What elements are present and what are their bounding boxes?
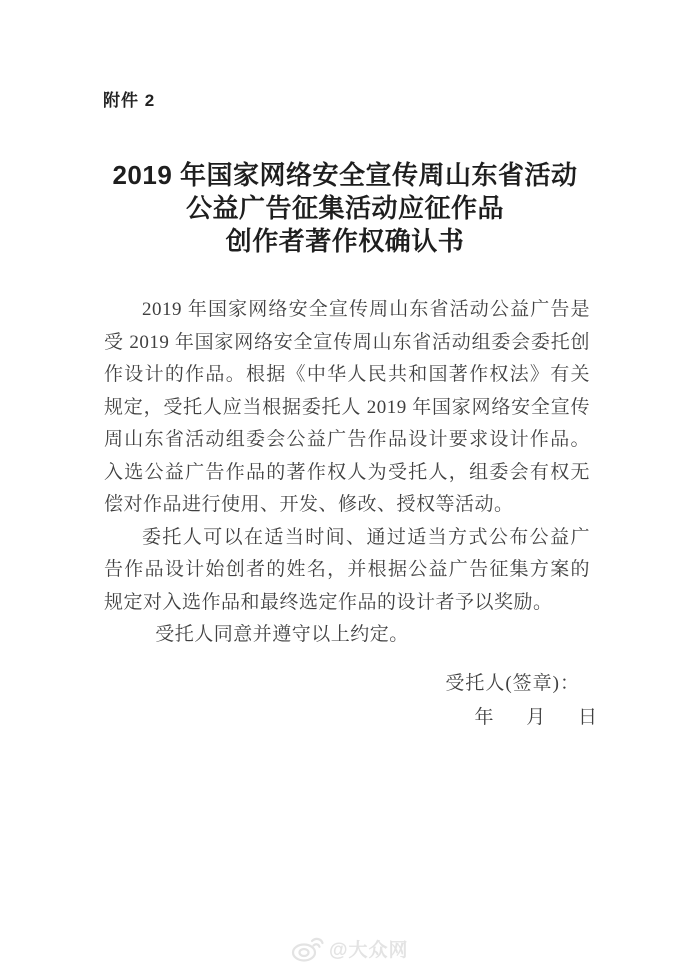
title-line-2: 公益广告征集活动应征作品 — [185, 193, 504, 223]
title-line-1: 2019 年国家网络安全宣传周山东省活动 — [112, 160, 578, 190]
watermark — [291, 934, 409, 962]
body-paragraph-3: 受托人同意并遵守以上约定。 — [155, 624, 409, 645]
body-paragraph-2: 委托人可以在适当时间、通过适当方式公布公益广告作品设计始创者的姓名，并根据公益广告征集方案的规定对入选作品和最终选定作品的设计者予以奖励。 — [104, 526, 590, 613]
watermark-text: @大众网 — [329, 939, 409, 961]
signature-label: 受托人(签章)： — [445, 673, 580, 694]
weibo-icon — [291, 934, 325, 962]
attachment-label: 附件 2 — [103, 91, 156, 110]
document-title — [0, 159, 690, 258]
body-paragraph-1: 2019 年国家网络安全宣传周山东省活动公益广告是受 2019 年国家网络安全宣传周山东省活动组委会委托创作设计的作品。根据《中华人民共和国著作权法》有关规定，受托人应当根据委托人 2019 年国家网络安全宣传周山东省活动组委会公益广告作品设计要求设计作品。入选公益广告作品的著作权人为受托人，组委会有权无偿对作品进行使用、开发、修改、授权等活动。 — [104, 299, 590, 515]
document-body — [104, 294, 590, 652]
title-line-3: 创作者著作权确认书 — [225, 226, 465, 256]
date-line: 年 月 日 — [474, 707, 598, 728]
